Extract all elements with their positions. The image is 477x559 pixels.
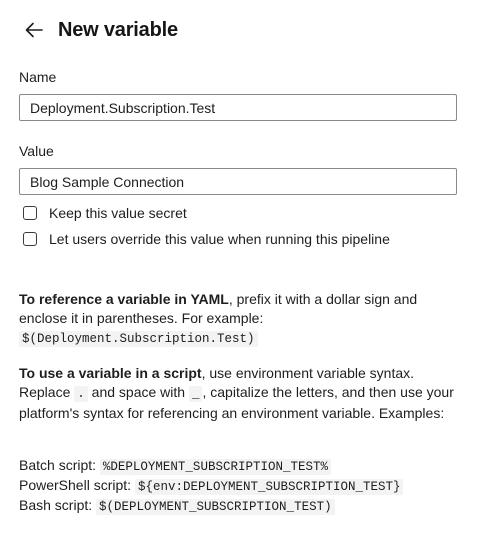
- yaml-help-bold: To reference a variable in YAML: [19, 291, 229, 307]
- keep-secret-label: Keep this value secret: [49, 205, 187, 221]
- page-title: New variable: [58, 18, 178, 41]
- bash-script-code: $(DEPLOYMENT_SUBSCRIPTION_TEST): [96, 499, 335, 515]
- script-help-text: [19, 364, 459, 423]
- yaml-example-code: $(Deployment.Subscription.Test): [19, 331, 258, 347]
- value-label: Value: [19, 143, 54, 159]
- arrow-left-icon: [24, 20, 44, 40]
- batch-script-code: %DEPLOYMENT_SUBSCRIPTION_TEST%: [100, 459, 331, 475]
- checkbox-box[interactable]: [23, 206, 37, 220]
- underscore-code: _: [189, 386, 203, 402]
- bash-script-label: Bash script:: [19, 497, 93, 513]
- page-header: [20, 14, 178, 46]
- allow-override-label: Let users override this value when running this pipeline: [49, 231, 390, 247]
- back-button[interactable]: [20, 16, 48, 44]
- batch-script-row: [19, 456, 331, 477]
- value-input[interactable]: [19, 168, 457, 195]
- keep-secret-checkbox[interactable]: [23, 205, 187, 221]
- script-help-body-2: and space with: [91, 384, 186, 400]
- yaml-help-text: [19, 290, 459, 349]
- name-label: Name: [19, 69, 57, 85]
- powershell-script-label: PowerShell script:: [19, 477, 132, 493]
- script-help-body-1: , use environment variable syntax. Replace: [19, 365, 415, 400]
- script-help-bold: To use a variable in a script: [19, 365, 202, 381]
- name-input[interactable]: [19, 94, 457, 121]
- bash-script-row: [19, 496, 335, 517]
- script-help-body-3: , capitalize the letters, and then use your platform's syntax for referencing an environment variable. Examples:: [19, 384, 454, 421]
- yaml-help-body: , prefix it with a dollar sign and enclose it in parentheses. For example:: [19, 291, 418, 326]
- checkbox-box[interactable]: [23, 232, 37, 246]
- powershell-script-code: ${env:DEPLOYMENT_SUBSCRIPTION_TEST}: [135, 479, 404, 495]
- allow-override-checkbox[interactable]: [23, 231, 390, 247]
- batch-script-label: Batch script:: [19, 457, 97, 473]
- powershell-script-row: [19, 476, 403, 497]
- dot-code: .: [74, 386, 88, 402]
